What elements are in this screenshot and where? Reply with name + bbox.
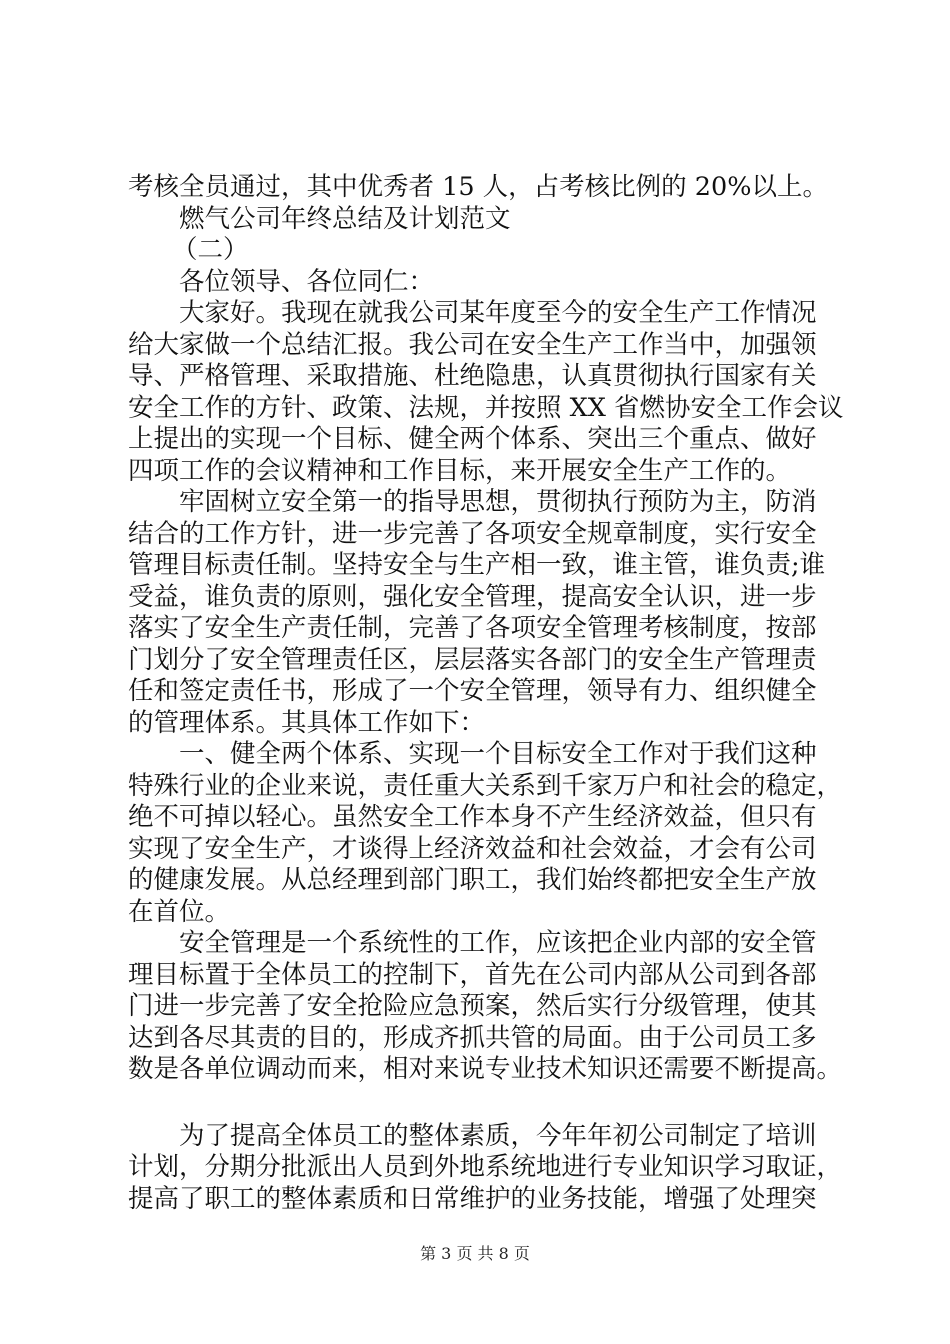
text-line: 安全工作的方针、政策、法规，并按照 XX 省燃协安全工作会议	[128, 392, 844, 423]
text-line: 特殊行业的企业来说，责任重大关系到千家万户和社会的稳定，	[128, 770, 843, 801]
text-line: 四项工作的会议精神和工作目标，来开展安全生产工作的。	[128, 455, 792, 486]
text-line: 数是各单位调动而来，相对来说专业技术知识还需要不断提高。	[128, 1054, 843, 1084]
text-line: 绝不可掉以轻心。虽然安全工作本身不产生经济效益，但只有	[128, 802, 817, 832]
salutation: 各位领导、各位同仁：	[179, 266, 435, 297]
text-line: 导、严格管理、采取措施、杜绝隐患，认真贯彻执行国家有关	[128, 361, 817, 391]
text-line: 门划分了安全管理责任区，层层落实各部门的安全生产管理责	[128, 644, 817, 675]
text-line: 在首位。	[128, 896, 231, 927]
blank-line	[128, 1086, 840, 1121]
text-line: 安全管理是一个系统性的工作，应该把企业内部的安全管	[179, 928, 817, 958]
text-line: 大家好。我现在就我公司某年度至今的安全生产工作情况	[179, 298, 817, 328]
text-line: 实现了安全生产，才谈得上经济效益和社会效益，才会有公司	[128, 833, 817, 864]
text-line: 提高了职工的整体素质和日常维护的业务技能，增强了处理突	[128, 1183, 817, 1214]
document-body	[128, 172, 844, 1215]
text-line: 牢固树立安全第一的指导思想，贯彻执行预防为主，防消	[179, 487, 817, 517]
text-line: 一、健全两个体系、实现一个目标安全工作对于我们这种	[179, 739, 817, 769]
text-line: 的健康发展。从总经理到部门职工，我们始终都把安全生产放	[128, 865, 817, 895]
text-line: 给大家做一个总结汇报。我公司在安全生产工作当中，加强领	[128, 329, 817, 360]
text-line: 上提出的实现一个目标、健全两个体系、突出三个重点、做好	[128, 424, 817, 454]
text-line: 达到各尽其责的目的，形成齐抓共管的局面。由于公司员工多	[128, 1022, 817, 1053]
text-line: 任和签定责任书，形成了一个安全管理，领导有力、组织健全	[128, 676, 817, 706]
text-line: 的管理体系。其具体工作如下：	[128, 707, 486, 738]
text-line: 理目标置于全体员工的控制下，首先在公司内部从公司到各部	[128, 959, 817, 990]
text-line: 为了提高全体员工的整体素质，今年年初公司制定了培训	[179, 1120, 817, 1151]
section-number: （二）	[172, 235, 249, 265]
text-line: 门进一步完善了安全抢险应急预案，然后实行分级管理，使其	[128, 991, 817, 1021]
text-line: 计划，分期分批派出人员到外地系统地进行专业知识学习取证，	[128, 1152, 843, 1182]
text-line: 结合的工作方针，进一步完善了各项安全规章制度，实行安全	[128, 518, 817, 549]
text-line: 管理目标责任制。坚持安全与生产相一致，谁主管，谁负责;谁	[128, 550, 826, 580]
text-line: 落实了安全生产责任制，完善了各项安全管理考核制度，按部	[128, 613, 817, 643]
text-line: 受益，谁负责的原则，强化安全管理，提高安全认识，进一步	[128, 581, 817, 612]
text-line: 考核全员通过，其中优秀者 15 人，占考核比例的 20%以上。	[128, 172, 828, 202]
page-number-footer: 第 3 页 共 8 页	[420, 1244, 530, 1263]
section-title: 燃气公司年终总结及计划范文	[179, 203, 511, 234]
